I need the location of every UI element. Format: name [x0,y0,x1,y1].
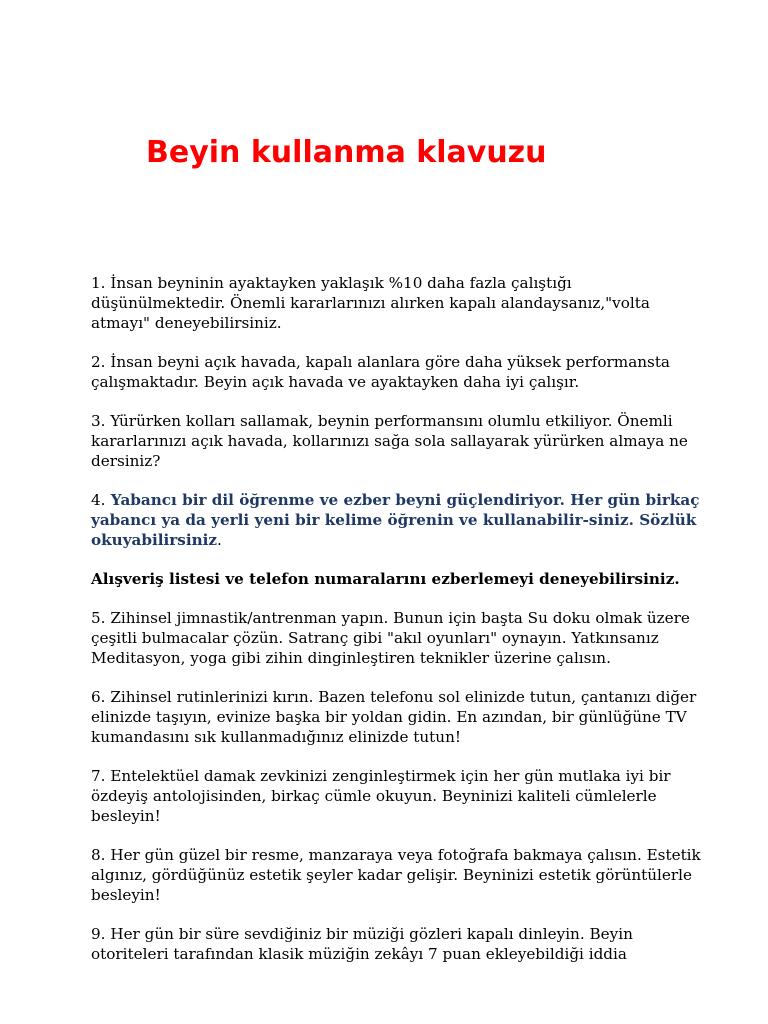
paragraph-5: 5. Zihinsel jimnastik/antrenman yapın. Bunun için başta Su doku olmak üzere çeşitli bulmacalar çözün. Satranç gibi "akıl oyunları" oynayın. Yatkınsanız Meditasyon, yoga gibi zihin dinginleştiren teknikler üzerine çalısın. [91,609,690,667]
paragraph-4 [91,490,701,550]
document-title: Beyin kullanma klavuzu [146,135,547,170]
paragraph-6: 6. Zihinsel rutinlerinizi kırın. Bazen telefonu sol elinizde tutun, çantanızı diğer elinizde taşıyın, evinize başka bir yoldan gidin. En azından, bir günlüğüne TV kumandasını sık kullanmadığınız elinizde tutun! [91,688,697,746]
paragraph-9: 9. Her gün bir süre sevdiğiniz bir müziği gözleri kapalı dinleyin. Beyin otoriteleri tarafından klasik müziğin zekâyı 7 puan ekleyebildiği iddia [91,925,633,963]
paragraph-3: 3. Yürürken kolları sallamak, beynin performansını olumlu etkiliyor. Önemli kararlarınızı açık havada, kollarınızı sağa sola sallayarak yürürken almaya ne dersiniz? [91,412,688,470]
paragraph-4-end: . [217,531,222,549]
paragraph-1: 1. İnsan beyninin ayaktayken yaklaşık %10 daha fazla çalıştığı düşünülmektedir. Önemli kararlarınızı alırken kapalı alandaysanız,"volta atmayı" deneyebilirsiniz. [91,274,650,332]
paragraph-4-number: 4. [91,491,106,509]
paragraph-8: 8. Her gün güzel bir resme, manzaraya veya fotoğrafa bakmaya çalısın. Estetik algınız, gördüğünüz estetik şeyler kadar gelişir. Beyninizi estetik görüntülerle besleyin! [91,846,701,904]
paragraph-2: 2. İnsan beyni açık havada, kapalı alanlara göre daha yüksek performansta çalışmaktadır. Beyin açık havada ve ayaktayken daha iyi çalışır. [91,353,670,391]
paragraph-4b: Alışveriş listesi ve telefon numaralarını ezberlemeyi deneyebilirsiniz. [91,570,680,588]
document-body [91,273,701,983]
paragraph-4-highlight: Yabancı bir dil öğrenme ve ezber beyni güçlendiriyor. Her gün birkaç yabancı ya da yerli yeni bir kelime öğrenin ve kullanabilir-siniz. Sözlük okuyabilirsiniz [91,491,700,549]
paragraph-7: 7. Entelektüel damak zevkinizi zenginleştirmek için her gün mutlaka iyi bir özdeyiş antolojisinden, birkaç cümle okuyun. Beyninizi kaliteli cümlelerle besleyin! [91,767,671,825]
